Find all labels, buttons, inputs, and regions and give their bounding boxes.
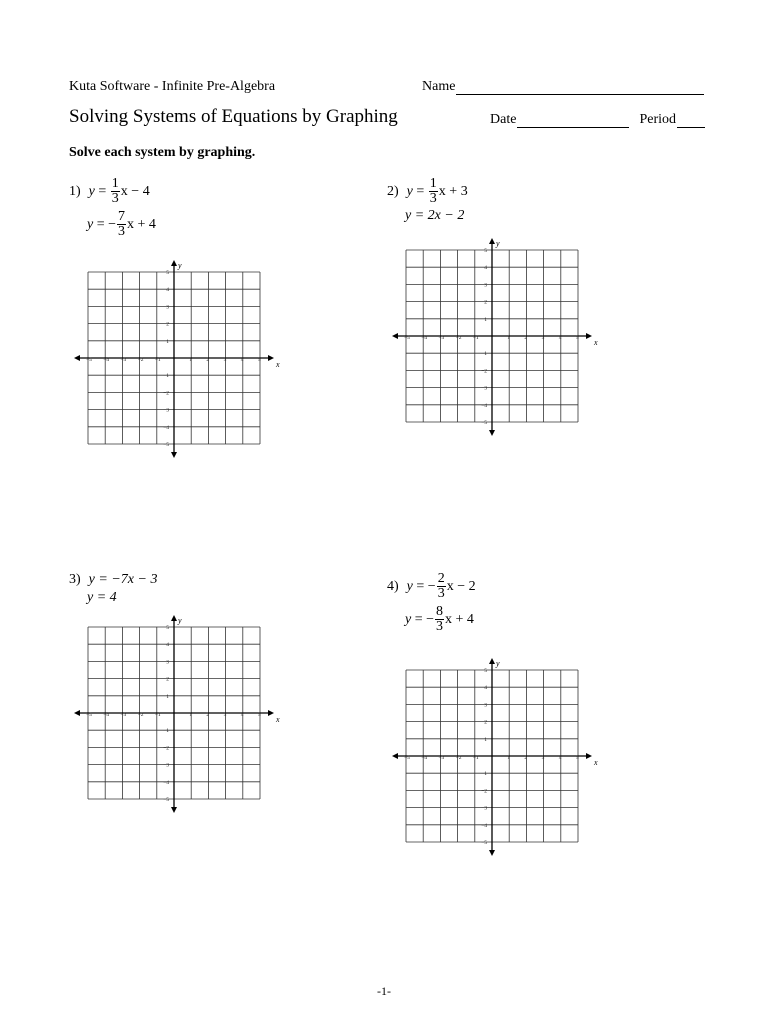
coordinate-grid-3[interactable] [70,615,280,820]
x-axis-arrow-right [586,753,592,759]
y-axis-arrow-up [489,238,495,244]
y-axis-arrow-down [171,452,177,458]
x-axis-label: x [276,715,280,724]
y-tick-label: −2 [163,745,169,752]
y-tick-label: −5 [481,420,487,426]
page-number: -1- [377,984,391,998]
x-tick-label: 5 [576,335,579,341]
y-axis-arrow-down [171,807,177,813]
eq-lhs: y [406,578,413,594]
problem-2-eq1: 2) y = $\frac{1}{3}$ x + 3 [387,176,468,206]
x-tick-label: −4 [103,357,110,363]
y-axis-arrow-up [171,260,177,266]
fraction-denominator: 3 [111,191,119,206]
y-tick-label: 4 [166,287,169,294]
fraction-denominator: 3 [429,191,437,206]
y-axis-arrow-down [489,850,495,856]
problem-number: 4) [387,578,399,594]
y-tick-label: 5 [166,270,169,276]
eq-rest: x + 4 [445,611,474,627]
problem-number: 3) [69,572,81,587]
problem-1-eq1: 1) y = $\frac{1}{3}$ x − 4 [69,176,150,206]
y-tick-label: −4 [481,822,487,829]
fraction-denominator: 3 [436,619,444,634]
x-tick-label: 3 [541,755,545,761]
problem-3-eq2 [87,590,157,606]
fraction-numerator: 7 [118,209,126,224]
x-axis-arrow-right [268,355,274,361]
x-tick-label: −4 [103,712,110,718]
y-tick-label: −4 [481,402,487,409]
x-tick-label: 1 [189,357,192,363]
x-tick-label: 5 [258,712,261,718]
problem-1-eq2: y = − $\frac{7}{3}$ x + 4 [87,209,156,239]
x-axis-label: x [594,338,598,347]
x-tick-label: 3 [541,335,545,341]
eq-rest: x − 4 [120,183,150,199]
y-tick-label: −4 [163,779,169,786]
x-tick-label: −3 [438,755,445,761]
date-label: Date [490,112,517,127]
fraction-numerator: 1 [429,176,437,191]
x-tick-label: −4 [421,755,428,761]
x-tick-label: −5 [86,357,92,363]
x-axis-arrow-right [586,333,592,339]
coordinate-grid-4[interactable] [388,658,598,863]
eq-lhs: y [406,183,413,199]
fraction-numerator: 2 [437,571,445,586]
y-tick-label: 1 [166,338,169,345]
y-tick-label: −1 [481,351,487,358]
x-axis-arrow-left [392,333,398,339]
y-axis-label: y [496,239,500,248]
y-tick-label: 4 [166,642,169,649]
y-tick-label: −3 [163,762,169,769]
x-tick-label: −3 [120,712,127,718]
x-tick-label: −5 [404,755,410,761]
fraction [437,572,446,601]
fraction [117,210,126,239]
y-tick-label: 3 [484,282,487,289]
x-tick-label: −3 [120,357,127,363]
fraction [435,605,444,634]
date-period-fields [490,112,705,128]
x-tick-label: 1 [507,755,510,761]
eq-text: y = −7x − 3 [88,572,158,587]
y-tick-label: −1 [163,728,169,735]
x-tick-label: 1 [507,335,510,341]
x-tick-label: 4 [558,755,562,761]
fraction [111,177,120,206]
x-axis-label: x [276,360,280,369]
x-axis-arrow-left [74,710,80,716]
y-axis-arrow-down [489,430,495,436]
x-axis-arrow-right [268,710,274,716]
y-tick-label: 5 [484,248,487,254]
eq-rest: x + 3 [438,183,468,199]
problem-4-eq2: y = − $\frac{8}{3}$ x + 4 [405,604,474,634]
y-tick-label: 4 [484,265,487,272]
period-label: Period [639,112,676,127]
x-tick-label: −1 [472,755,479,761]
eq-rest: x − 2 [446,578,476,594]
instructions: Solve each system by graphing. [69,145,256,160]
problem-3-eq1 [69,572,157,588]
x-tick-label: 2 [206,712,210,718]
x-tick-label: 2 [524,755,528,761]
x-tick-label: −3 [438,335,445,341]
eq-lhs: y [88,183,95,199]
y-tick-label: −3 [481,385,487,392]
x-tick-label: −5 [86,712,92,718]
y-tick-label: −4 [163,424,169,431]
y-tick-label: −1 [163,373,169,380]
y-tick-label: 3 [166,659,169,666]
y-axis-arrow-up [489,658,495,664]
x-tick-label: 1 [189,712,192,718]
y-axis-label: y [496,659,500,668]
y-tick-label: 2 [166,321,169,328]
problem-4 [387,572,476,634]
x-tick-label: −2 [455,335,462,341]
x-axis-arrow-left [392,753,398,759]
x-tick-label: −5 [404,335,410,341]
y-tick-label: 3 [166,304,169,311]
x-tick-label: 4 [240,357,244,363]
coordinate-grid-2[interactable] [388,238,598,443]
x-tick-label: 4 [240,712,244,718]
problem-number: 2) [387,183,399,199]
y-tick-label: 1 [166,693,169,700]
eq-sign: − [427,578,436,594]
name-label: Name [422,79,456,94]
y-tick-label: −2 [163,390,169,397]
x-tick-label: −2 [455,755,462,761]
y-tick-label: −5 [481,840,487,846]
fraction-numerator: 8 [436,604,444,619]
x-tick-label: −4 [421,335,428,341]
y-tick-label: 2 [484,719,487,726]
publisher-label: Kuta Software - Infinite Pre-Algebra [69,79,276,94]
period-blank-line[interactable] [677,113,705,128]
fraction-denominator: 3 [437,586,445,601]
x-tick-label: 2 [524,335,528,341]
eq-lhs: y [405,611,412,627]
eq-text: y = 2x − 2 [405,208,465,223]
y-tick-label: 1 [484,316,487,323]
problem-1 [69,177,156,239]
worksheet-title: Solving Systems of Equations by Graphing [69,106,398,127]
y-tick-label: 1 [484,736,487,743]
y-axis-label: y [178,616,182,625]
y-tick-label: 3 [484,702,487,709]
y-tick-label: −1 [481,771,487,778]
x-tick-label: 5 [576,755,579,761]
x-tick-label: 3 [223,357,227,363]
y-tick-label: 4 [484,685,487,692]
y-tick-label: 5 [166,625,169,631]
x-tick-label: −1 [472,335,479,341]
y-tick-label: −3 [481,805,487,812]
name-blank-line[interactable] [456,80,704,95]
eq-rest: x + 4 [127,216,156,232]
x-tick-label: 3 [223,712,227,718]
y-axis-arrow-up [171,615,177,621]
x-tick-label: −1 [154,357,161,363]
x-tick-label: −1 [154,712,161,718]
date-blank-line[interactable] [517,113,629,128]
y-tick-label: 5 [484,668,487,674]
y-axis-label: y [178,261,182,270]
y-tick-label: −2 [481,788,487,795]
x-tick-label: −2 [137,357,144,363]
eq-sign: − [426,611,435,627]
problem-3 [69,572,157,606]
x-axis-label: x [594,758,598,767]
y-tick-label: −3 [163,407,169,414]
problem-4-eq1: 4) y = − $\frac{2}{3}$ x − 2 [387,571,476,601]
problem-2 [387,177,468,224]
x-tick-label: 5 [258,357,261,363]
y-tick-label: 2 [484,299,487,306]
x-axis-arrow-left [74,355,80,361]
eq-sign: − [108,216,117,232]
fraction-numerator: 1 [111,176,119,191]
x-tick-label: 4 [558,335,562,341]
y-tick-label: −2 [481,368,487,375]
x-tick-label: 2 [206,357,210,363]
fraction-denominator: 3 [118,224,126,239]
y-tick-label: −5 [163,797,169,803]
fraction [429,177,438,206]
y-tick-label: 2 [166,676,169,683]
x-tick-label: −2 [137,712,144,718]
name-field[interactable] [422,79,704,95]
problem-2-eq2 [405,208,468,224]
eq-lhs: y [87,216,94,232]
coordinate-grid-1[interactable] [70,260,280,465]
y-tick-label: −5 [163,442,169,448]
eq-text: y = 4 [87,590,117,605]
problem-number: 1) [69,183,81,199]
